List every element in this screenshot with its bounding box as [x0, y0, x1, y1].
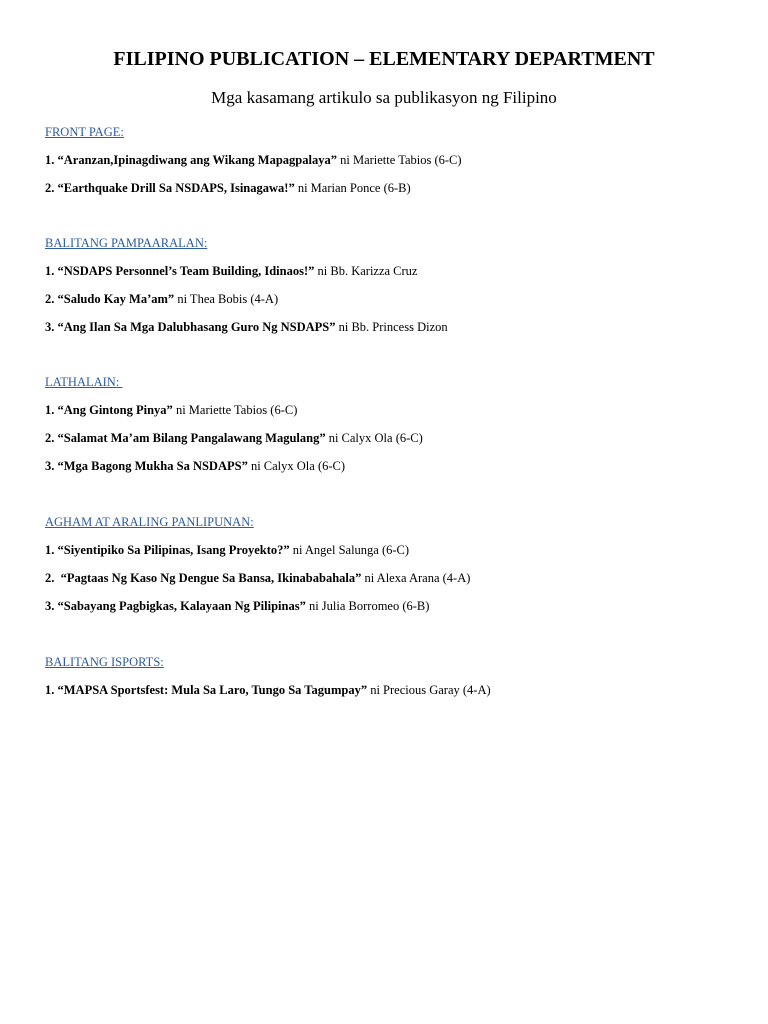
article-title: 1. “Aranzan,Ipinagdiwang ang Wikang Mapagpalaya”: [45, 153, 337, 167]
article-byline: ni Calyx Ola (6-C): [247, 459, 346, 473]
article-entry: [45, 291, 278, 307]
article-title: 3. “Ang Ilan Sa Mga Dalubhasang Guro Ng NSDAPS”: [45, 320, 336, 334]
article-title: 2. “Earthquake Drill Sa NSDAPS, Isinagawa!”: [45, 181, 295, 195]
section-heading-front-page: FRONT PAGE:: [45, 125, 124, 139]
article-title: 1. “NSDAPS Personnel’s Team Building, Idinaos!”: [45, 264, 315, 278]
section-heading-lathalain: LATHALAIN:: [45, 375, 123, 389]
article-title: 2. “Pagtaas Ng Kaso Ng Dengue Sa Bansa, Ikinababahala”: [45, 571, 362, 585]
article-title: 2. “Saludo Kay Ma’am”: [45, 292, 175, 306]
article-entry: [45, 430, 423, 446]
article-title: 1. “Siyentipiko Sa Pilipinas, Isang Proyekto?”: [45, 543, 290, 557]
article-byline: ni Calyx Ola (6-C): [325, 431, 423, 445]
article-entry: [45, 402, 297, 418]
section-heading-balitang-isports: BALITANG ISPORTS:: [45, 655, 164, 669]
article-entry: [45, 263, 417, 279]
article-title: 1. “Ang Gintong Pinya”: [45, 403, 173, 417]
article-title: 1. “MAPSA Sportsfest: Mula Sa Laro, Tungo Sa Tagumpay”: [45, 683, 368, 697]
article-entry: [45, 542, 409, 558]
article-byline: ni Marian Ponce (6-B): [294, 181, 411, 195]
article-byline: ni Bb. Princess Dizon: [335, 320, 448, 334]
article-byline: ni Alexa Arana (4-A): [361, 571, 471, 585]
page-title: FILIPINO PUBLICATION – ELEMENTARY DEPARTMENT: [113, 48, 655, 70]
article-entry: [45, 682, 491, 698]
article-byline: ni Julia Borromeo (6-B): [305, 599, 430, 613]
article-entry: [45, 319, 448, 335]
section-heading-balitang-pampaaralan: BALITANG PAMPAARALAN:: [45, 236, 208, 250]
article-byline: ni Mariette Tabios (6-C): [336, 153, 462, 167]
article-title: 3. “Mga Bagong Mukha Sa NSDAPS”: [45, 459, 248, 473]
article-entry: [45, 598, 429, 614]
article-byline: ni Angel Salunga (6-C): [289, 543, 410, 557]
article-entry: [45, 180, 411, 196]
page-subtitle: Mga kasamang artikulo sa publikasyon ng Filipino: [211, 88, 557, 107]
article-entry: [45, 570, 470, 586]
article-entry: [45, 458, 345, 474]
article-byline: ni Thea Bobis (4-A): [174, 292, 279, 306]
article-byline: ni Mariette Tabios (6-C): [172, 403, 298, 417]
article-title: 2. “Salamat Ma’am Bilang Pangalawang Magulang”: [45, 431, 326, 445]
article-byline: ni Precious Garay (4-A): [367, 683, 491, 697]
article-byline: ni Bb. Karizza Cruz: [314, 264, 418, 278]
section-heading-agham-at-araling-panlipunan: AGHAM AT ARALING PANLIPUNAN:: [45, 515, 254, 529]
article-title: 3. “Sabayang Pagbigkas, Kalayaan Ng Pilipinas”: [45, 599, 306, 613]
article-entry: [45, 152, 462, 168]
